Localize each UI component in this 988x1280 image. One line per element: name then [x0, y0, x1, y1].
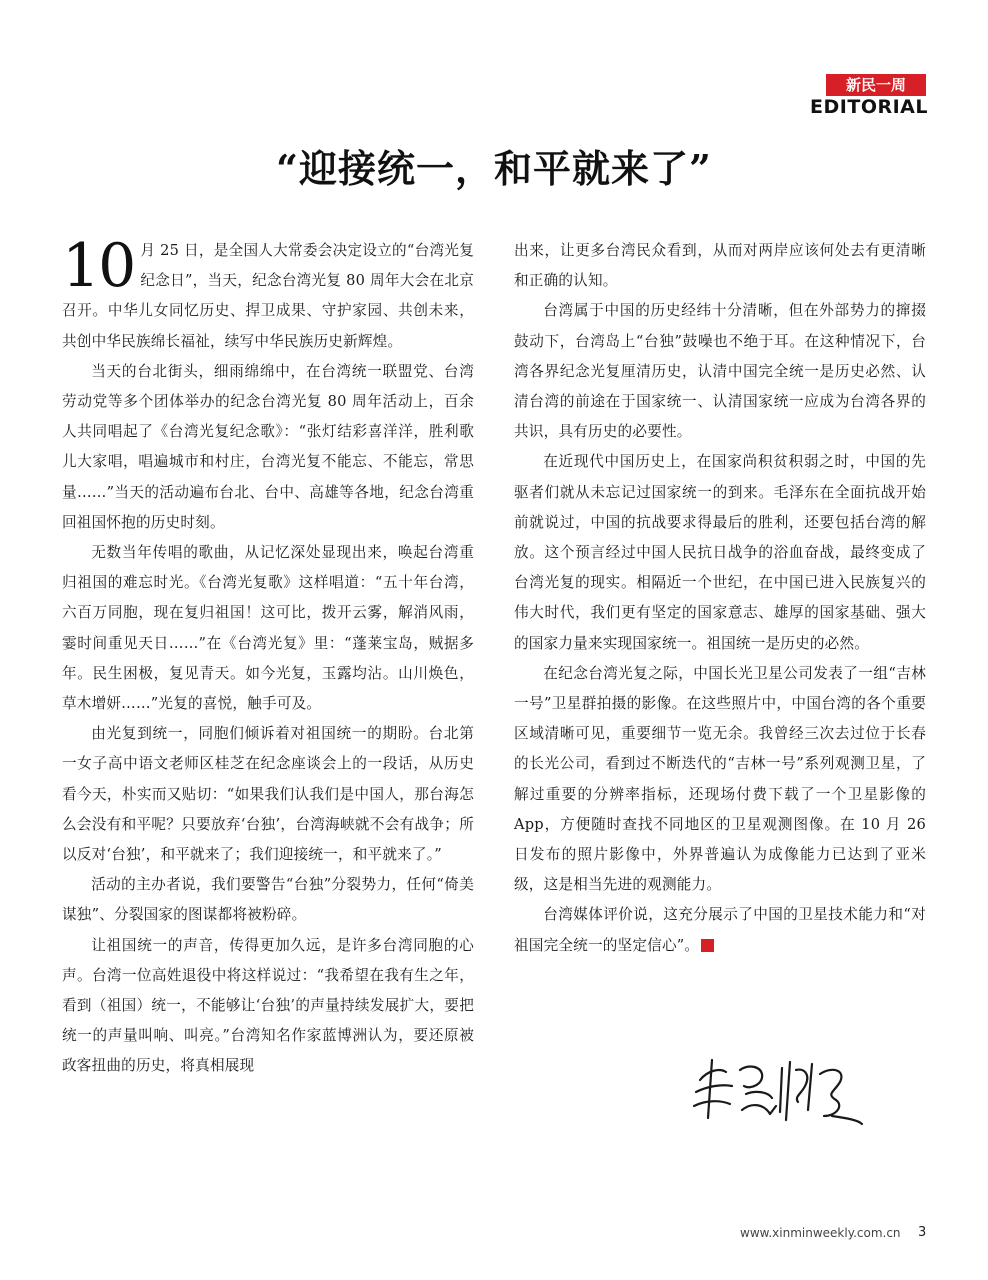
- paragraph-6-continued: 出来，让更多台湾民众看到，从而对两岸应该何处去有更清晰和正确的认知。: [514, 242, 926, 290]
- brand-logo-cn: 新民一周: [826, 74, 926, 96]
- paragraph-3: 无数当年传唱的歌曲，从记忆深处显现出来，唤起台湾重归祖国的难忘时光。《台湾光复歌》这样唱道：“五十年台湾，六百万同胞，现在复归祖国！这可比，拨开云雾，解消风雨，霎时间重见天日……”在《台湾光复》里：“蓬莱宝岛，贼据多年。民生困极，复见青天。如今光复，玉露均沾。山川焕色，草木增妍……”光复的喜悦，触手可及。: [62, 544, 474, 713]
- paragraph-5: 活动的主办者说，我们要警告“台独”分裂势力，任何“倚美谋独”、分裂国家的图谋都将被粉碎。: [62, 876, 474, 924]
- page-number: 3: [918, 1225, 927, 1240]
- dropcap: 10: [62, 231, 135, 301]
- paragraph-6: 让祖国统一的声音，传得更加久远，是许多台湾同胞的心声。台湾一位高姓退役中将这样说过：“我希望在我有生之年，看到（祖国）统一，不能够让‘台独’的声量持续发展扩大，要把统一的声量叫响、叫亮。”台湾知名作家蓝博洲认为，要还原被政客扭曲的历史，将真相展现: [62, 936, 474, 1075]
- paragraph-9: 在纪念台湾光复之际，中国长光卫星公司发表了一组“吉林一号”卫星群拍摄的影像。在这些照片中，中国台湾的各个重要区域清晰可见，重要细节一览无余。我曾经三次去过位于长春的长光公司，看到过不断迭代的“吉林一号”系列观测卫星，了解过重要的分辨率指标，还现场付费下载了一个卫星影像的 App，方便随时查找不同地区的卫星观测图像。在 10 月 26 日发布的照片影像中，外界普遍认为成像能力已达到了亚米级，这是相当先进的观测能力。: [514, 664, 926, 894]
- signature-image: [686, 1040, 866, 1130]
- paragraph-text: 台湾媒体评价说，这充分展示了中国的卫星技术能力和“对祖国完全统一的坚定信心”。: [514, 906, 926, 954]
- paragraph-10: [514, 900, 926, 960]
- section-label: EDITORIAL: [810, 96, 928, 118]
- article-title: “迎接统一，和平就来了”: [276, 146, 712, 191]
- article-column-left: [62, 231, 474, 1082]
- footer-url: www.xinminweekly.com.cn: [740, 1226, 901, 1240]
- paragraph-8: 在近现代中国历史上，在国家尚积贫积弱之时，中国的先驱者们就从未忘记过国家统一的到来。毛泽东在全面抗战开始前就说过，中国的抗战要求得最后的胜利，还要包括台湾的解放。这个预言经过中国人民抗日战争的浴血奋战，最终变成了台湾光复的现实。相隔近一个世纪，在中国已进入民族复兴的伟大时代，我们更有坚定的国家意志、雄厚的国家基础、强大的国家力量来实现国家统一。祖国统一是历史的必然。: [514, 453, 926, 652]
- paragraph-7: 台湾属于中国的历史经纬十分清晰，但在外部势力的撺掇鼓动下，台湾岛上“台独”鼓噪也不绝于耳。在这种情况下，台湾各界纪念光复厘清历史，认清中国完全统一是历史必然、认清台湾的前途在于国家统一、认清国家统一应成为台湾各界的共识，具有历史的必要性。: [514, 302, 926, 441]
- paragraph-1: [62, 231, 474, 357]
- article-column-right: [514, 236, 926, 961]
- paragraph-text: 月 25 日，是全国人大常委会决定设立的“台湾光复纪念日”，当天，纪念台湾光复 80 周年大会在北京召开。中华儿女同忆历史、捍卫成果、守护家园、共创未来，共创中华民族绵长福祉，续写中华民族历史新辉煌。: [62, 242, 474, 350]
- end-mark-icon: 民: [701, 939, 714, 952]
- paragraph-4: 由光复到统一，同胞们倾诉着对祖国统一的期盼。台北第一女子高中语文老师区桂芝在纪念座谈会上的一段话，从历史看今天，朴实而又贴切：“如果我们认我们是中国人，那台海怎么会没有和平呢？只要放弃‘台独’，台湾海峡就不会有战争；所以反对‘台独’，和平就来了；我们迎接统一，和平就来了。”: [62, 725, 474, 864]
- paragraph-2: 当天的台北街头，细雨绵绵中，在台湾统一联盟党、台湾劳动党等多个团体举办的纪念台湾光复 80 周年活动上，百余人共同唱起了《台湾光复纪念歌》：“张灯结彩喜洋洋，胜利歌儿大家唱，唱遍城市和村庄，台湾光复不能忘、不能忘，常思量……”当天的活动遍布台北、台中、高雄等各地，纪念台湾重回祖国怀抱的历史时刻。: [62, 362, 474, 531]
